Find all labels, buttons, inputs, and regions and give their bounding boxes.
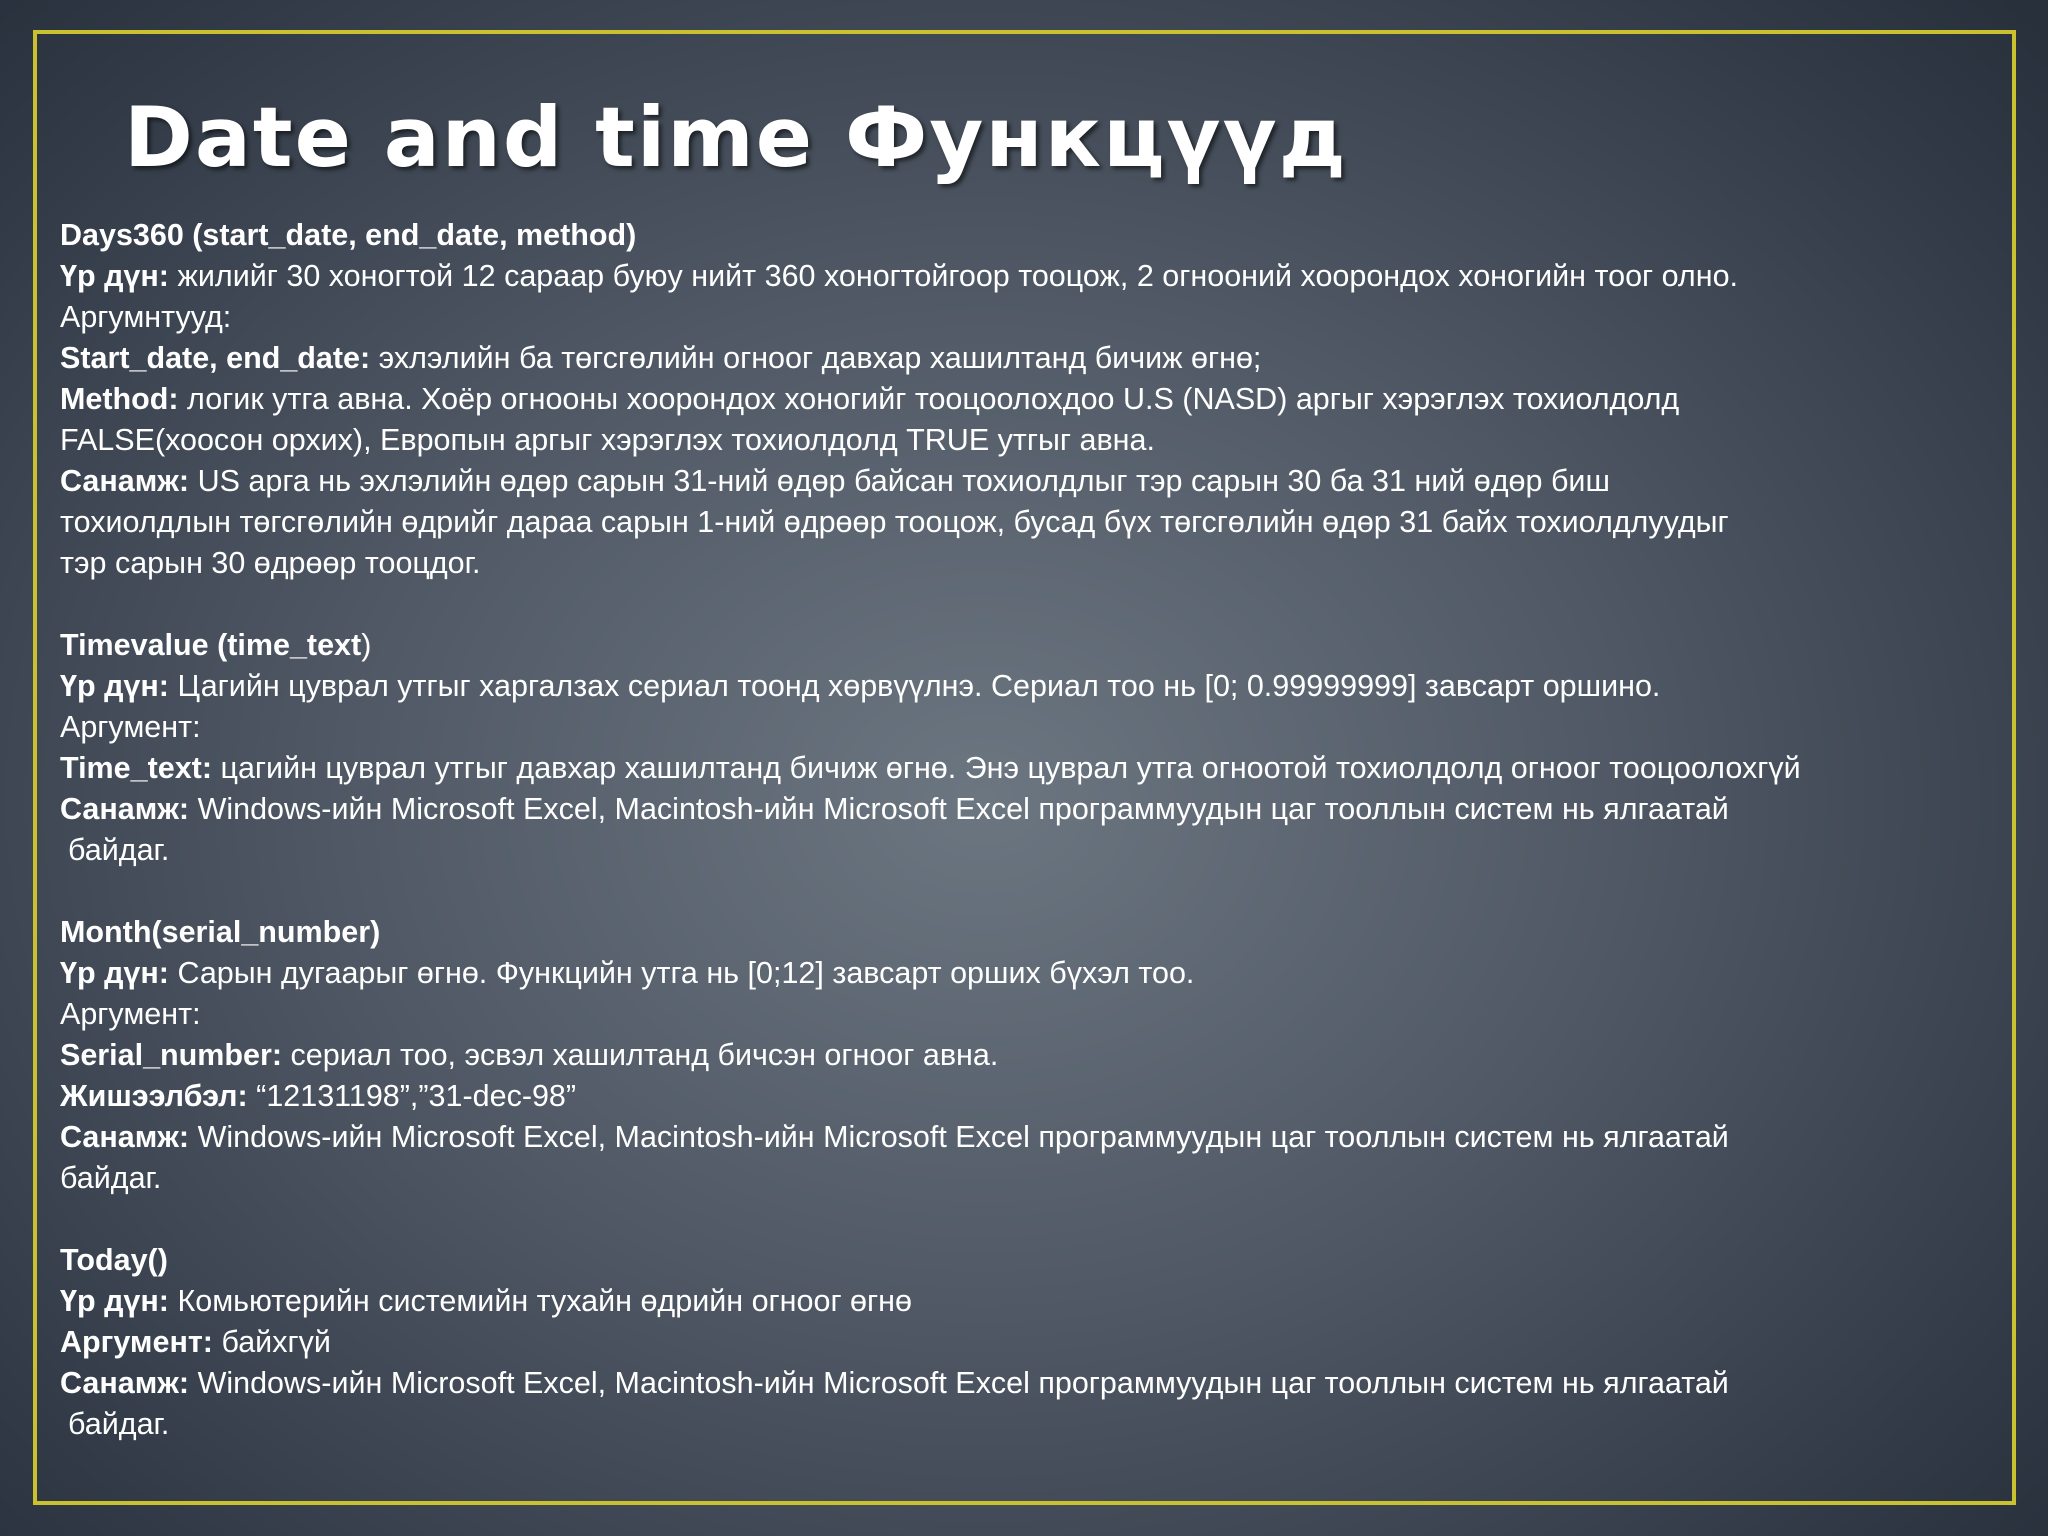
purpose-text: Комьютерийн системийн тухайн өдрийн огноог өгнө	[168, 1284, 912, 1318]
method-text: логик утга авна. Хоёр огнооны хоорондох хоногийг тооцоолохдоо U.S (NASD) аргыг хэрэглэх тохиолдолд	[178, 382, 1680, 416]
arg-label: Serial_number:	[60, 1038, 283, 1072]
timevalue-purpose	[60, 666, 2010, 707]
purpose-label: Үр дүн:	[60, 1284, 169, 1318]
days360-note-cont-1: тохиолдлын төгсгөлийн өдрийг дараа сарын 1-ний өдрөөр тооцож, бусад бүх төгсгөлийн өдөр 31 байх тохиолдлуудыг	[60, 505, 1729, 539]
spacer	[60, 584, 2010, 625]
days360-args-label: Аргумнтууд:	[60, 300, 232, 334]
note-label: Санамж:	[60, 792, 190, 826]
args-label: Аргумент:	[60, 1325, 213, 1359]
spacer	[60, 871, 2010, 912]
days360-arg-dates	[60, 338, 2010, 379]
note-text: Windows-ийн Microsoft Excel, Macintosh-ийн Microsoft Excel программуудын цаг тооллын систем нь ялгаатай	[189, 792, 1729, 826]
note-text: US арга нь эхлэлийн өдөр сарын 31-ний өдөр байсан тохиолдлыг тэр сарын 30 ба 31 ний өдөр биш	[189, 464, 1610, 498]
timevalue-arg	[60, 748, 2010, 789]
arg-label: Start_date, end_date:	[60, 341, 371, 375]
arg-text: сериал тоо, эсвэл хашилтанд бичсэн огноог авна.	[282, 1038, 999, 1072]
note-label: Санамж:	[60, 1366, 190, 1400]
note-text: Windows-ийн Microsoft Excel, Macintosh-ийн Microsoft Excel программуудын цаг тооллын систем нь ялгаатай	[189, 1366, 1729, 1400]
spacer	[60, 1199, 2010, 1240]
today-purpose	[60, 1281, 2010, 1322]
today-note	[60, 1363, 2010, 1404]
month-arg	[60, 1035, 2010, 1076]
purpose-label: Үр дүн:	[60, 669, 169, 703]
timevalue-args-label: Аргумент:	[60, 710, 201, 744]
purpose-text: Сарын дугаарыг өгнө. Функцийн утга нь [0;12] завсарт орших бүхэл тоо.	[168, 956, 1195, 990]
timevalue-heading: Timevalue (time_text)	[60, 628, 372, 662]
note-label: Санамж:	[60, 1120, 190, 1154]
purpose-text: жилийг 30 хоногтой 12 сараар буюу нийт 360 хоногтойгоор тооцож, 2 огнооний хоорондох хоногийн тоог олно.	[168, 259, 1739, 293]
slide-title: Date and time Функцүүд	[124, 89, 1348, 186]
month-note	[60, 1117, 2010, 1158]
timevalue-note	[60, 789, 2010, 830]
days360-method-cont: FALSE(хоосон орхих), Европын аргыг хэрэглэх тохиолдолд TRUE утгыг авна.	[60, 423, 1155, 457]
timevalue-note-cont: байдаг.	[68, 833, 170, 867]
today-heading: Today()	[60, 1243, 168, 1277]
slide-body	[60, 215, 2010, 1445]
month-args-label: Аргумент:	[60, 997, 201, 1031]
today-note-cont: байдаг.	[68, 1407, 170, 1441]
days360-heading: Days360 (start_date, end_date, method)	[60, 218, 637, 252]
month-note-cont: байдаг.	[60, 1161, 162, 1195]
arg-text: эхлэлийн ба төгсгөлийн огноог давхар хашилтанд бичиж өгнө;	[370, 341, 1262, 375]
days360-method	[60, 379, 2010, 420]
note-text: Windows-ийн Microsoft Excel, Macintosh-ийн Microsoft Excel программуудын цаг тооллын систем нь ялгаатай	[189, 1120, 1729, 1154]
days360-note	[60, 461, 2010, 502]
example-text: “12131198”,”31-dec-98”	[247, 1079, 577, 1113]
args-text: байхгүй	[212, 1325, 331, 1359]
today-args	[60, 1322, 2010, 1363]
days360-purpose	[60, 256, 2010, 297]
purpose-label: Үр дүн:	[60, 956, 169, 990]
arg-label: Time_text:	[60, 751, 212, 785]
note-label: Санамж:	[60, 464, 190, 498]
method-label: Method:	[60, 382, 179, 416]
purpose-text: Цагийн цуврал утгыг харгалзах сериал тоонд хөрвүүлнэ. Сериал тоо нь [0; 0.99999999] завсарт оршино.	[168, 669, 1661, 703]
month-example	[60, 1076, 2010, 1117]
month-heading: Month(serial_number)	[60, 915, 381, 949]
example-label: Жишээлбэл:	[60, 1079, 248, 1113]
month-purpose	[60, 953, 2010, 994]
days360-note-cont-2: тэр сарын 30 өдрөөр тооцдог.	[60, 546, 481, 580]
arg-text: цагийн цуврал утгыг давхар хашилтанд бичиж өгнө. Энэ цуврал утга огноотой тохиолдолд огноог тооцоолохгүй	[212, 751, 1801, 785]
purpose-label: Үр дүн:	[60, 259, 169, 293]
